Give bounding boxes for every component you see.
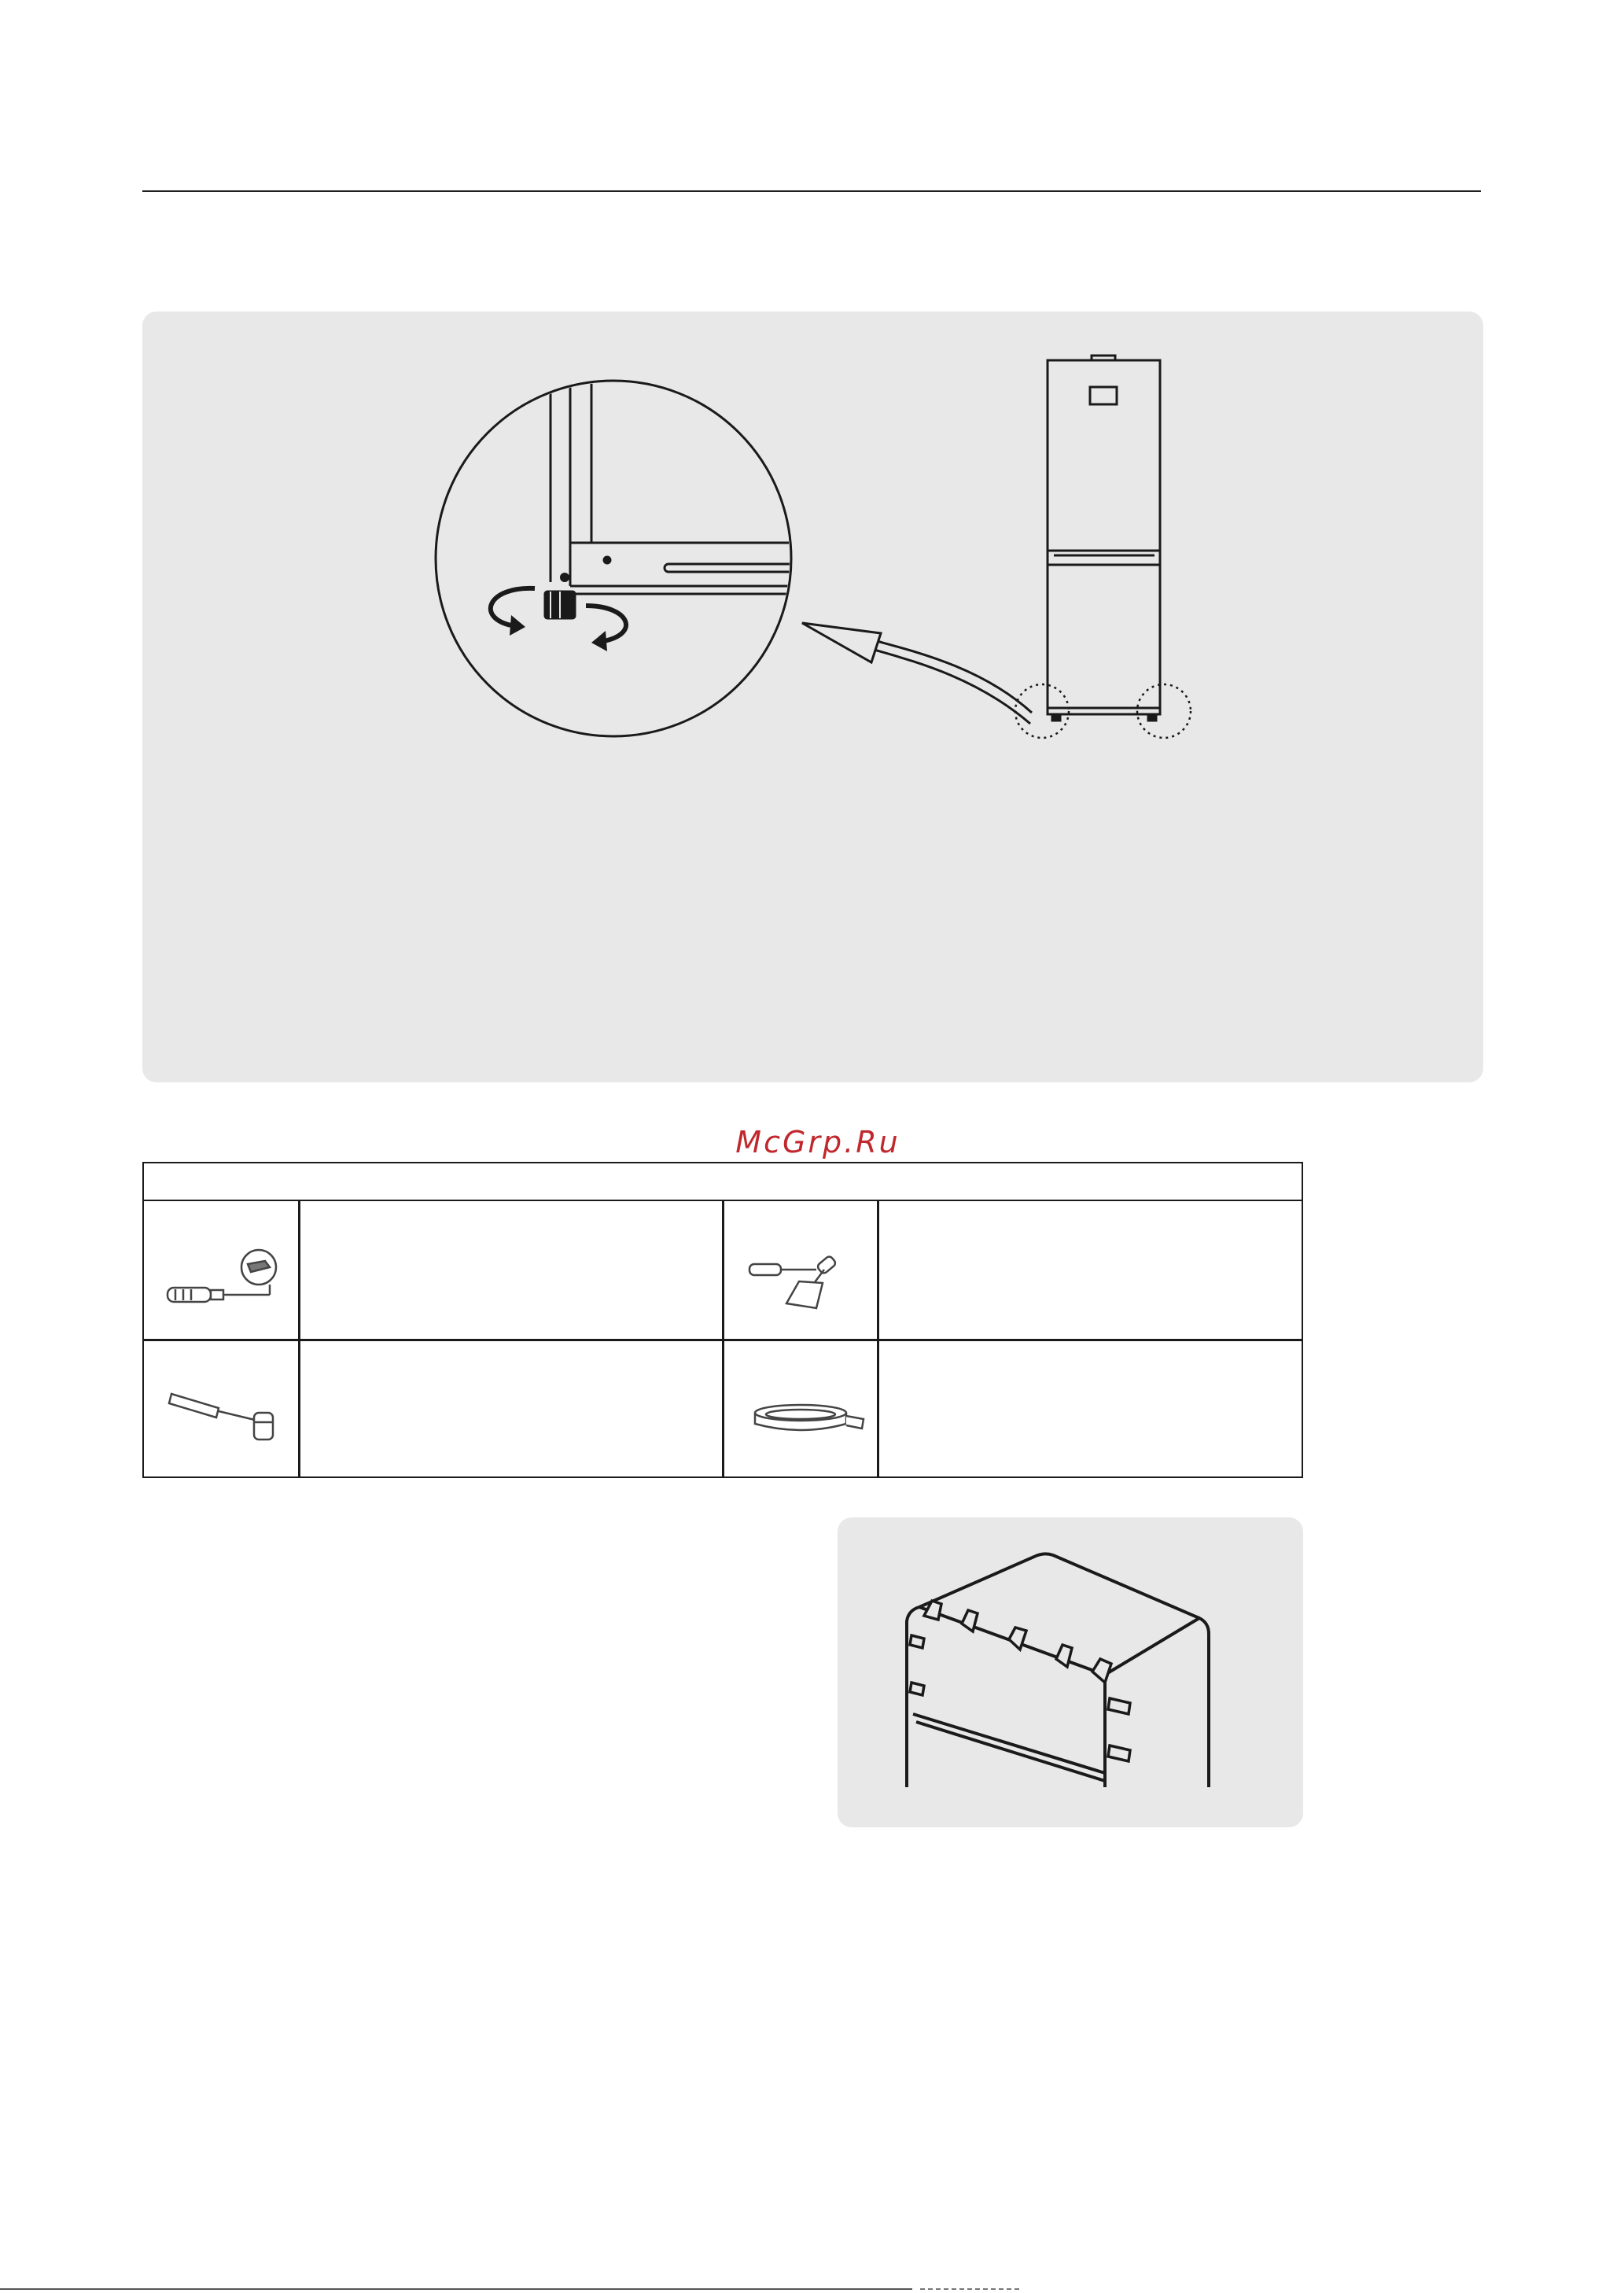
refrigerator-front-view — [1015, 356, 1191, 738]
tools-table — [142, 1162, 1303, 1478]
packing-illustration-panel — [838, 1517, 1303, 1827]
screwdriver-scraper-icon — [738, 1211, 864, 1329]
leveling-illustration — [0, 0, 1624, 1101]
callout-arrow-icon — [802, 623, 1032, 724]
tools-table-header — [144, 1163, 1302, 1201]
leveling-foot-closeup — [436, 378, 798, 736]
page-bottom-edge — [0, 2287, 1624, 2293]
tape-roll-icon — [738, 1348, 864, 1466]
screwdriver-icon — [160, 1211, 285, 1329]
table-column-divider — [722, 1201, 724, 1476]
refrigerator-top-with-tape-strips — [838, 1517, 1303, 1827]
table-column-divider — [298, 1201, 300, 1476]
socket-wrench-icon — [160, 1348, 285, 1466]
watermark: McGrp.Ru — [735, 1125, 900, 1159]
table-column-divider — [877, 1201, 879, 1476]
